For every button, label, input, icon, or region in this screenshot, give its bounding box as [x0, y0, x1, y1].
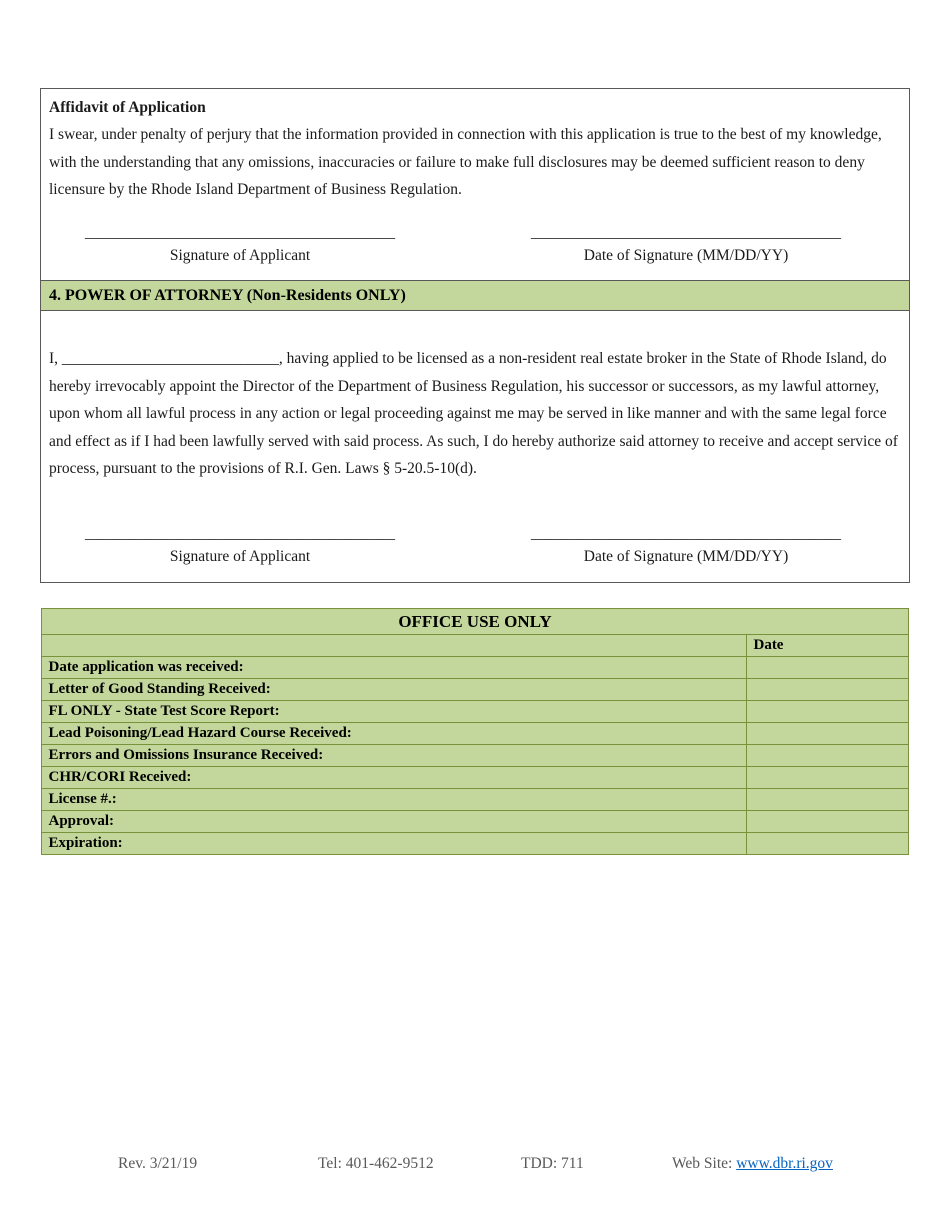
date-column-header: Date [747, 635, 908, 657]
table-row [42, 701, 908, 723]
website-label: Web Site: [672, 1155, 733, 1172]
row-date-value [747, 701, 908, 723]
power-of-attorney-section [40, 311, 910, 583]
revision-text: Rev. 3/21/19 [118, 1155, 198, 1172]
poa-applicant-signature-line: ________________________________________ [85, 524, 395, 542]
office-use-table [41, 608, 908, 855]
table-row [42, 811, 908, 833]
row-label-fl-test-score: FL ONLY - State Test Score Report: [42, 701, 747, 723]
row-label-approval: Approval: [42, 811, 747, 833]
power-of-attorney-body: I, ____________________________, having applied to be licensed as a non-resident real estate broker in the State of Rhode Island, do hereby irrevocably appoint the Director of the Department of Business Regulation, his successor or successors, as my lawful attorney, upon whom all lawful process in any action or legal proceeding against me may be served in like manner and with the same legal force and effect as if I had been lawfully served with said process. As such, I do hereby authorize said attorney to receive and accept service of process, pursuant to the provisions of R.I. Gen. Laws § 5-20.5-10(d). [49, 350, 898, 477]
tdd-text: TDD: 711 [521, 1155, 584, 1172]
table-row [42, 789, 908, 811]
empty-header-cell [42, 635, 747, 657]
poa-signature-row [49, 525, 899, 570]
poa-applicant-signature-block [85, 525, 395, 570]
poa-date-signature-block [531, 525, 841, 570]
page-footer [0, 1155, 950, 1179]
affidavit-title: Affidavit of Application [49, 99, 206, 116]
poa-date-signature-label: Date of Signature (MM/DD/YY) [583, 547, 789, 565]
affidavit-signature-row [49, 224, 899, 269]
row-date-value [747, 789, 908, 811]
row-date-value [747, 811, 908, 833]
form-content [40, 88, 910, 855]
row-date-value [747, 657, 908, 679]
row-label-expiration: Expiration: [42, 833, 747, 855]
applicant-signature-label: Signature of Applicant [169, 246, 311, 264]
table-row [42, 657, 908, 679]
website-link[interactable]: www.dbr.ri.gov [736, 1155, 833, 1172]
table-row [42, 745, 908, 767]
office-use-title-row [42, 609, 908, 635]
poa-date-signature-line: ________________________________________ [531, 524, 841, 542]
date-signature-line: ________________________________________ [531, 223, 841, 241]
table-row [42, 723, 908, 745]
applicant-signature-block [85, 224, 395, 269]
row-label-lead-course: Lead Poisoning/Lead Hazard Course Received: [42, 723, 747, 745]
row-date-value [747, 723, 908, 745]
applicant-signature-line: ________________________________________ [85, 223, 395, 241]
row-label-chr-cori: CHR/CORI Received: [42, 767, 747, 789]
affidavit-section [40, 88, 910, 281]
table-row [42, 767, 908, 789]
power-of-attorney-header: 4. POWER OF ATTORNEY (Non-Residents ONLY) [40, 281, 910, 311]
row-date-value [747, 679, 908, 701]
row-date-value [747, 745, 908, 767]
row-label-good-standing: Letter of Good Standing Received: [42, 679, 747, 701]
poa-applicant-signature-label: Signature of Applicant [169, 547, 311, 565]
row-label-license-number: License #.: [42, 789, 747, 811]
telephone-text: Tel: 401-462-9512 [318, 1155, 434, 1172]
table-row [42, 679, 908, 701]
row-label-date-received: Date application was received: [42, 657, 747, 679]
website-line [672, 1155, 833, 1173]
affidavit-body: I swear, under penalty of perjury that the information provided in connection with this application is true to the best of my knowledge, with the understanding that any omissions, inaccuracies or failure to make full disclosures may be deemed sufficient reason to deny licensure by the Rhode Island Department of Business Regulation. [49, 126, 882, 198]
row-label-errors-omissions: Errors and Omissions Insurance Received: [42, 745, 747, 767]
office-use-title: OFFICE USE ONLY [42, 609, 908, 635]
date-signature-block [531, 224, 841, 269]
row-date-value [747, 767, 908, 789]
row-date-value [747, 833, 908, 855]
table-row [42, 833, 908, 855]
date-signature-label: Date of Signature (MM/DD/YY) [583, 246, 789, 264]
date-header-row [42, 635, 908, 657]
